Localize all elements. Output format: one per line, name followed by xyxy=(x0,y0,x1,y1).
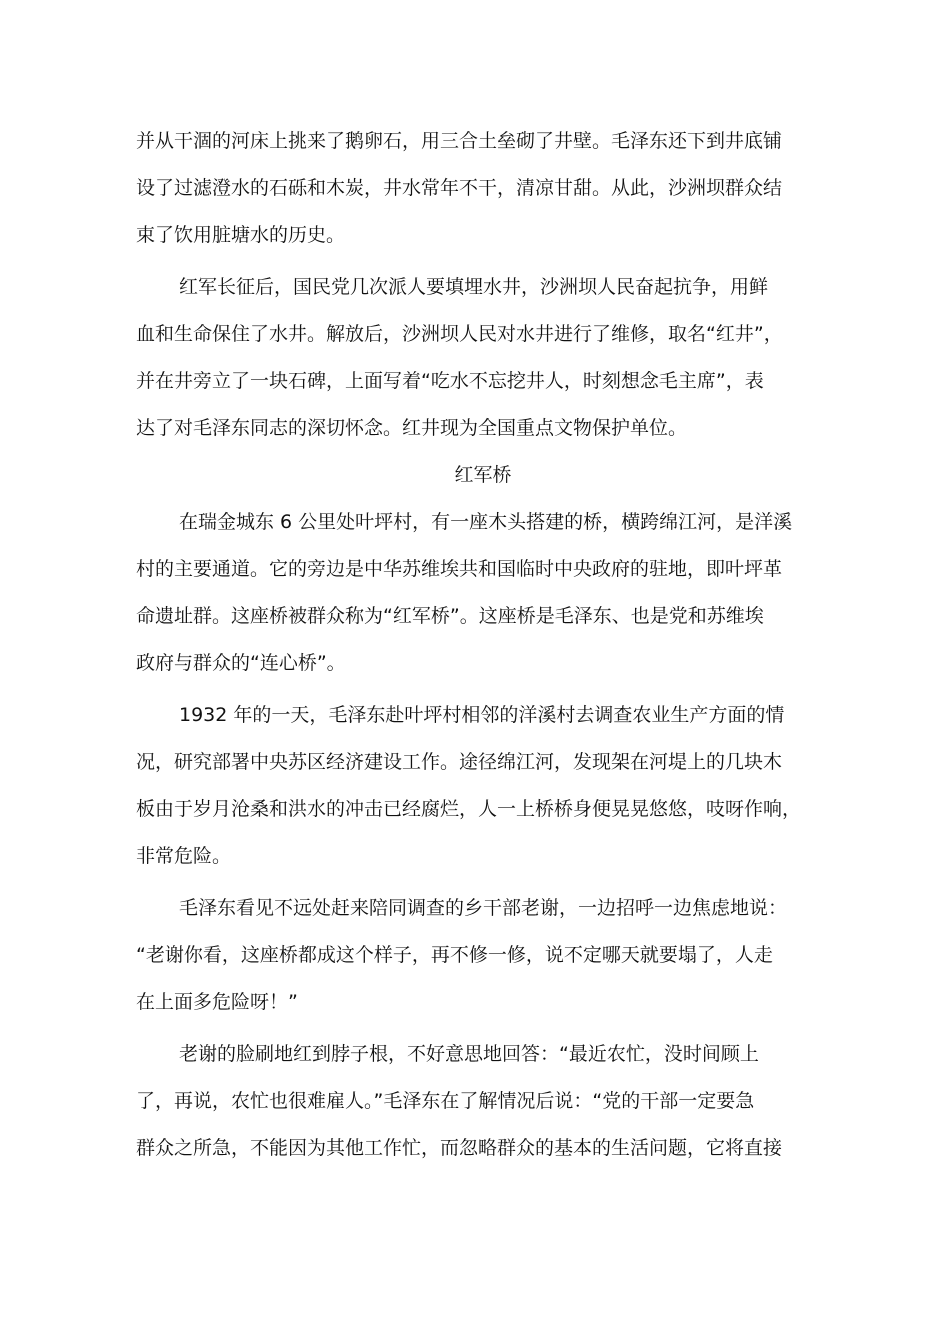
text-line: 了，再说，农忙也很难雇人。”毛泽东在了解情况后说：“党的干部一定要急 xyxy=(136,1090,755,1112)
text-line: 束了饮用脏塘水的历史。 xyxy=(136,224,346,246)
paragraph xyxy=(136,118,830,259)
text-line: 况，研究部署中央苏区经济建设工作。途径绵江河，发现架在河堤上的几块木 xyxy=(136,751,783,773)
text-line: 在瑞金城东 6 公里处叶坪村，有一座木头搭建的桥，横跨绵江河，是洋溪 xyxy=(179,511,793,533)
paragraph xyxy=(136,499,830,687)
section-heading: 红军桥 xyxy=(454,464,512,486)
paragraph xyxy=(136,264,830,452)
text-line: 达了对毛泽东同志的深切怀念。红井现为全国重点文物保护单位。 xyxy=(136,417,688,439)
text-line: 并在井旁立了一块石碑，上面写着“吃水不忘挖井人，时刻想念毛主席”，表 xyxy=(136,370,764,392)
document-body xyxy=(136,118,830,1172)
paragraph xyxy=(136,1031,830,1172)
text-line: 1932 年的一天，毛泽东赴叶坪村相邻的洋溪村去调查农业生产方面的情 xyxy=(179,704,785,726)
text-line: 红军长征后，国民党几次派人要填埋水井，沙洲坝人民奋起抗争，用鲜 xyxy=(179,276,769,298)
text-line: 群众之所急，不能因为其他工作忙，而忽略群众的基本的生活问题，它将直接 xyxy=(136,1137,783,1159)
text-line: “老谢你看，这座桥都成这个样子，再不修一修，说不定哪天就要塌了，人走 xyxy=(136,944,773,966)
paragraph xyxy=(136,885,830,1026)
text-line: 老谢的脸刷地红到脖子根，不好意思地回答：“最近农忙，没时间顾上 xyxy=(179,1043,759,1065)
text-line: 命遗址群。这座桥被群众称为“红军桥”。这座桥是毛泽东、也是党和苏维埃 xyxy=(136,605,764,627)
text-line: 板由于岁月沧桑和洪水的冲击已经腐烂，人一上桥桥身便晃晃悠悠，吱呀作响， xyxy=(136,798,802,820)
text-line: 设了过滤澄水的石砾和木炭，井水常年不干，清凉甘甜。从此，沙洲坝群众结 xyxy=(136,177,783,199)
text-line: 并从干涸的河床上挑来了鹅卵石，用三合土垒砌了井壁。毛泽东还下到井底铺 xyxy=(136,130,783,152)
text-line: 村的主要通道。它的旁边是中华苏维埃共和国临时中央政府的驻地，即叶坪革 xyxy=(136,558,783,580)
text-line: 血和生命保住了水井。解放后，沙洲坝人民对水井进行了维修，取名“红井”， xyxy=(136,323,783,345)
text-line: 在上面多危险呀！” xyxy=(136,991,298,1013)
text-line: 毛泽东看见不远处赶来陪同调查的乡干部老谢，一边招呼一边焦虑地说： xyxy=(179,897,788,919)
text-line: 非常危险。 xyxy=(136,845,232,867)
text-line: 政府与群众的“连心桥”。 xyxy=(136,652,346,674)
paragraph xyxy=(136,692,830,880)
